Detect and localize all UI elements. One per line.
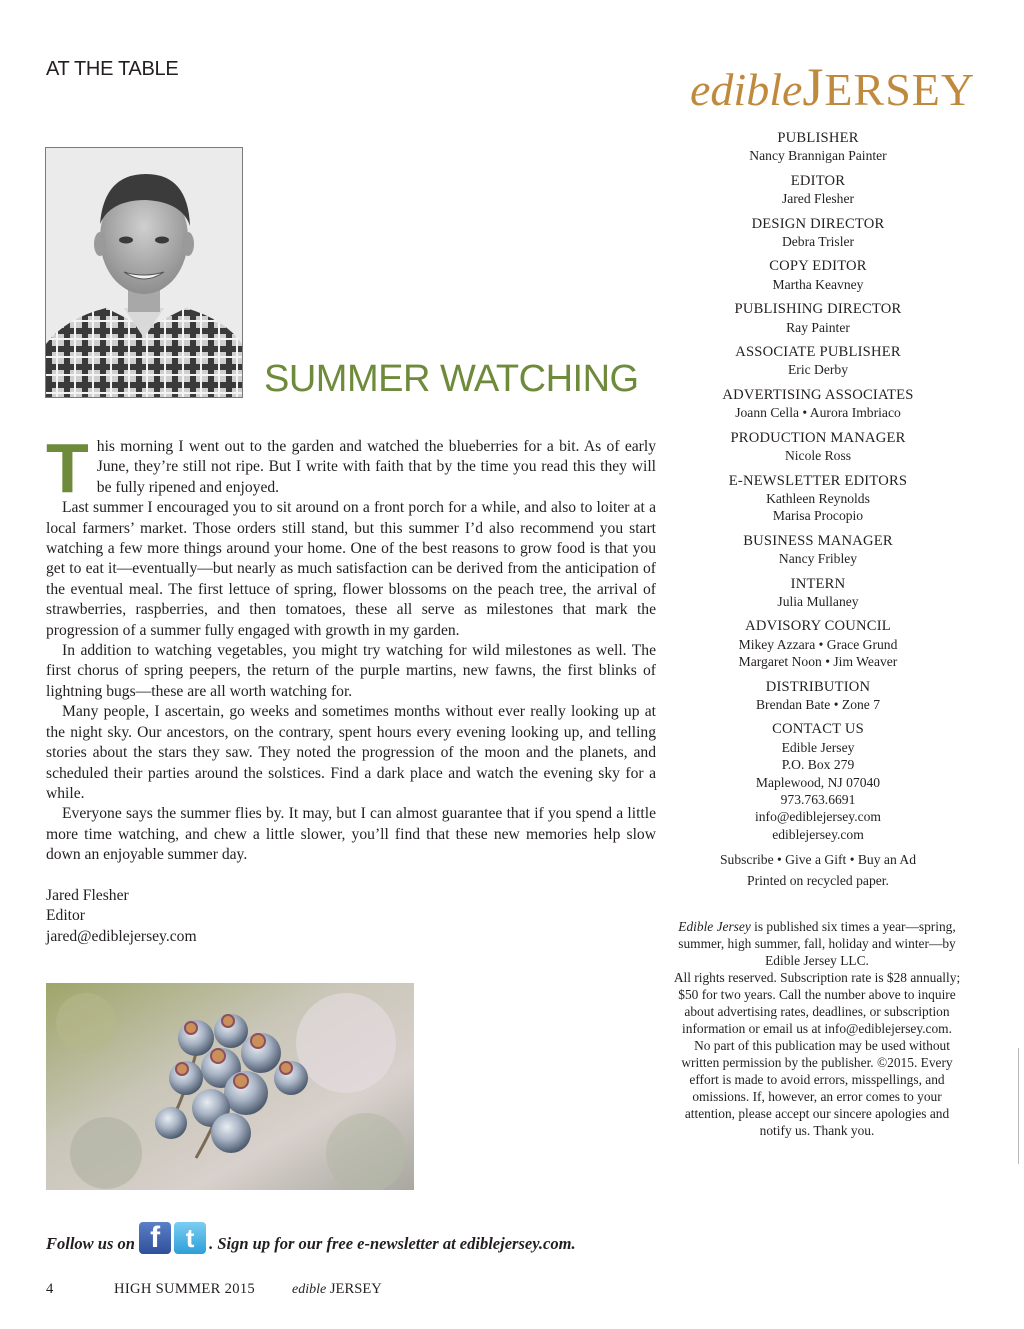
masthead-entry xyxy=(700,173,936,208)
masthead-name: Edible Jersey xyxy=(781,739,855,755)
masthead-role: PUBLISHING DIRECTOR xyxy=(734,301,902,318)
masthead-entry xyxy=(700,618,936,670)
article-signoff xyxy=(46,886,197,947)
article-paragraph: This morning I went out to the garden and watched the blueberries for a bit. As of early June, they’re still not ripe. But I write with faith that by the time you read this they will be fully ripened and enjoyed. xyxy=(46,429,656,507)
masthead-entry xyxy=(700,387,936,422)
masthead-role: ADVERTISING ASSOCIATES xyxy=(722,386,914,403)
masthead-name: 973.763.6691 xyxy=(780,792,856,807)
masthead xyxy=(700,130,936,892)
subscribe-links[interactable]: Subscribe • Give a Gift • Buy an Ad xyxy=(719,852,917,868)
masthead-entry xyxy=(700,216,936,251)
article-paragraph: In addition to watching vegetables, you might try watching for wild milestones as well. The first chorus of spring peepers, the return of the purple martins, new fawns, the first blinks of lightning bugs—these are all worth watching for. xyxy=(46,642,656,700)
masthead-name: Eric Derby xyxy=(787,362,848,378)
masthead-name: Kathleen Reynolds xyxy=(766,490,870,506)
masthead-role: PUBLISHER xyxy=(777,130,859,146)
publication-name: Edible Jersey xyxy=(678,919,751,934)
page-number: 4 xyxy=(46,1281,54,1297)
side-divider xyxy=(1018,1048,1019,1164)
publication-note: Edible Jersey is published six times a year—spring, summer, high summer, fall, holiday and winter—by Edible Jersey LLC. All rights reserved. Subscription rate is $28 annually; $50 for two years. Call the number above to inquire about advertising rates, deadlines, or subscription information or email us at info@ediblejersey.com. No part of this publication may be used without written permission by the publisher. ©2015. Every effort is made to avoid errors, misspellings, and omissions. If, however, an error comes to your attention, please accept our sincere apologies and notify us. Thank you. xyxy=(673,919,961,1138)
article-body xyxy=(46,429,656,866)
masthead-name: Martha Keavney xyxy=(772,276,864,292)
masthead-role: DISTRIBUTION xyxy=(765,678,871,695)
author-title: Editor xyxy=(46,907,85,925)
masthead-entry xyxy=(700,430,936,465)
follow-prefix: Follow us on xyxy=(46,1234,135,1253)
masthead-name: Nancy Fribley xyxy=(778,551,858,567)
masthead-name: Nancy Brannigan Painter xyxy=(749,148,887,164)
edible-jersey-logo: edibleJERSEY xyxy=(690,57,976,117)
masthead-entry xyxy=(700,258,936,293)
masthead-name: Marisa Procopio xyxy=(772,508,864,524)
article-paragraph: Last summer I encouraged you to sit around on a front porch for a while, and also to loiter at a local farmers’ market. Those orders still stand, but this summer I’d also recommend you start watching a few more things around your home. One of the best reasons to grow food is that you get to eat it—eventually—but nearly as much satisfaction can be derived from the anticipation of the eventual meal. The first lettuce of spring, flower blossoms on the peach tree, the arrival of strawberries, raspberries, and then tomatoes, these all serve as milestones that mark the progression of a summer fully engaged with growth in my garden. xyxy=(46,499,656,639)
recycled-paper-note: Printed on recycled paper. xyxy=(747,872,889,888)
masthead-name: P.O. Box 279 xyxy=(781,757,855,773)
newsletter-signup-text: . Sign up for our free e-newsletter at ediblejersey.com. xyxy=(209,1234,576,1253)
masthead-name: Joann Cella • Aurora Imbriaco xyxy=(735,405,901,421)
masthead-name: Maplewood, NJ 07040 xyxy=(755,774,881,790)
article-title: SUMMER WATCHING xyxy=(264,358,639,400)
masthead-role: COPY EDITOR xyxy=(769,258,867,275)
masthead-name: Mikey Azzara • Grace Grund xyxy=(738,636,898,652)
issue-label: HIGH SUMMER 2015 xyxy=(114,1281,256,1297)
masthead-extra xyxy=(700,851,936,889)
masthead-entry xyxy=(700,721,936,843)
masthead-entry xyxy=(700,533,936,568)
masthead-role: ASSOCIATE PUBLISHER xyxy=(735,344,901,361)
masthead-entry xyxy=(700,679,936,714)
masthead-name: info@ediblejersey.com xyxy=(754,809,881,825)
masthead-role: DESIGN DIRECTOR xyxy=(751,215,885,232)
masthead-entry xyxy=(700,576,936,611)
facebook-icon[interactable]: f xyxy=(139,1222,171,1254)
masthead-role: BUSINESS MANAGER xyxy=(743,532,893,549)
footer-brand: edible JERSEY xyxy=(292,1281,382,1297)
article-paragraph: Many people, I ascertain, go weeks and sometimes months without ever really looking up at the night sky. Our ancestors, on the contrary, spent hours every evening looking up, and telling stories about the stars they saw. They noted the progression of the moon and the planets, and scheduled their parties around the solstices. Find a dark place and watch the evening sky for a while. xyxy=(46,703,656,802)
editor-portrait-photo xyxy=(45,147,243,398)
masthead-name: Margaret Noon • Jim Weaver xyxy=(738,654,898,670)
masthead-name: Jared Flesher xyxy=(781,191,855,207)
follow-us-line xyxy=(46,1222,576,1254)
masthead-role: CONTACT US xyxy=(772,721,864,738)
masthead-role: ADVISORY COUNCIL xyxy=(745,618,891,635)
masthead-name: Ray Painter xyxy=(786,319,850,335)
author-name: Jared Flesher xyxy=(46,887,129,904)
masthead-entry xyxy=(700,301,936,336)
drop-cap: T xyxy=(46,429,89,507)
article-paragraph: Everyone says the summer flies by. It may, but I can almost guarantee that if you spend a little more time watching, and chew a little slower, you’ll find that these new memories help slow down an enjoyable summer day. xyxy=(46,805,656,864)
masthead-role: INTERN xyxy=(790,575,846,592)
section-label: AT THE TABLE xyxy=(46,58,179,80)
masthead-role: EDITOR xyxy=(790,172,846,189)
masthead-role: E-NEWSLETTER EDITORS xyxy=(728,472,908,489)
author-email[interactable]: jared@ediblejersey.com xyxy=(46,927,197,945)
twitter-icon[interactable]: t xyxy=(174,1222,206,1254)
masthead-name: Brendan Bate • Zone 7 xyxy=(755,696,881,712)
blueberries-photo xyxy=(46,983,414,1190)
masthead-name: Nicole Ross xyxy=(784,448,852,464)
masthead-entry xyxy=(700,473,936,525)
masthead-entry xyxy=(700,344,936,379)
masthead-entry xyxy=(700,130,936,165)
masthead-role: PRODUCTION MANAGER xyxy=(730,429,906,446)
masthead-name: Debra Trisler xyxy=(781,234,855,250)
masthead-name: Julia Mullaney xyxy=(777,593,859,609)
masthead-name: ediblejersey.com xyxy=(772,826,864,842)
